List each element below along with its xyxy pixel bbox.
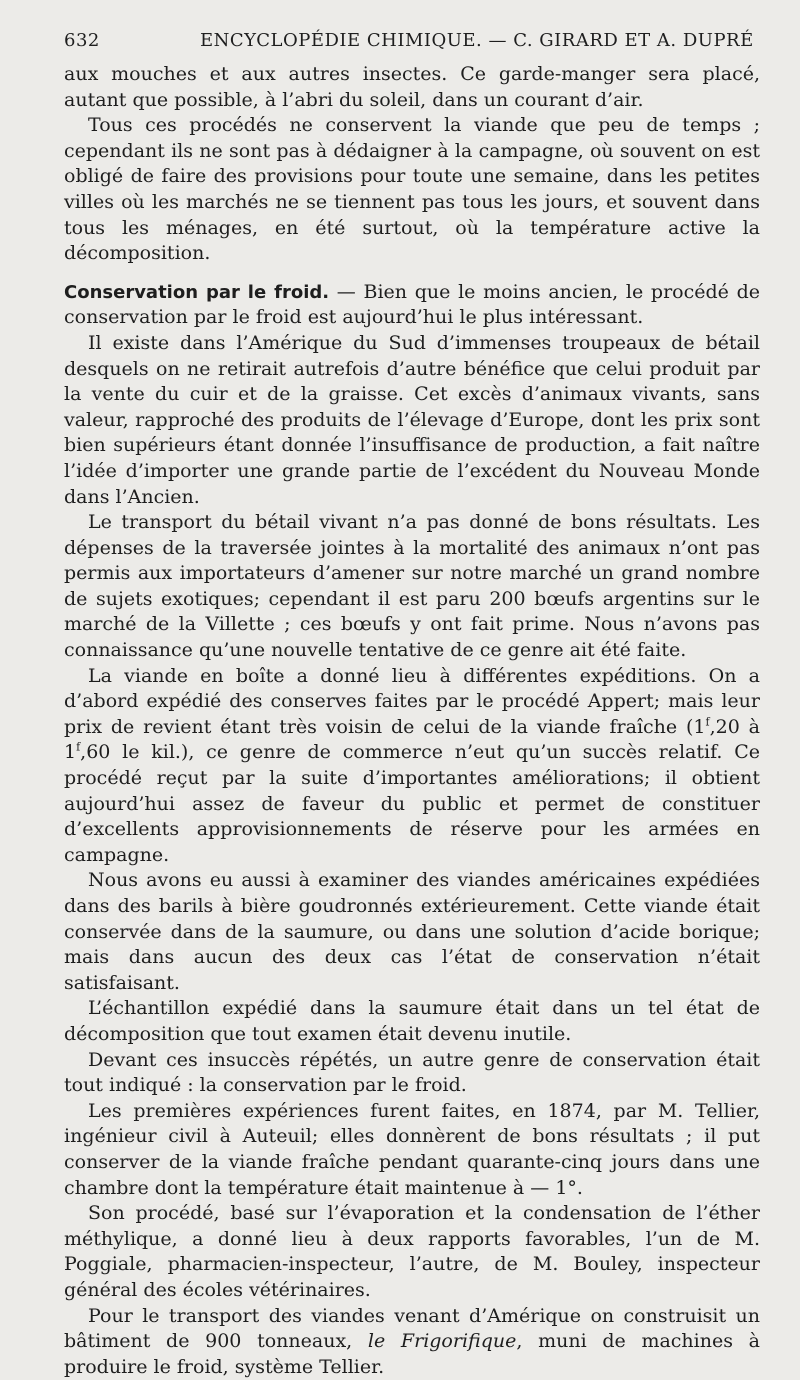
section-heading: Conservation par le froid. (64, 282, 329, 303)
paragraph: Nous avons eu aussi à examiner des viandes américaines expédiées dans des barils à bière goudronnés extérieurement. Cette viande était conservée dans de la saumure, ou dans une solution d’acide borique; mais dans aucun des deux cas l’état de conservation n’était satisfaisant. (64, 868, 760, 996)
paragraph: Il existe dans l’Amérique du Sud d’immenses troupeaux de bétail desquels on ne retirait autrefois d’autre bénéfice que celui produit par la vente du cuir et de la graisse. Cet excès d’animaux vivants, sans valeur, rapproché des produits de l’élevage d’Europe, dont les prix sont bien supérieurs étant donnée l’insuffisance de production, a fait naître l’idée d’importer une grande partie de l’excédent du Nouveau Monde dans l’Ancien. (64, 331, 760, 510)
section-paragraph (64, 280, 760, 331)
text-segment: ,60 le kil.), ce genre de commerce n’eut qu’un succès relatif. Ce procédé reçut par la suite d’importantes améliorations; il obtient aujourd’hui assez de faveur du public et permet de constituer d’excellents approvisionnements de réserve pour les armées en campagne. (64, 741, 760, 865)
paragraph: Tous ces procédés ne conservent la viande que peu de temps ; cependant ils ne sont pas à dédaigner à la campagne, où souvent on est obligé de faire des provisions pour toute une semaine, dans les petites villes où les marchés ne se tiennent pas tous les jours, et souvent dans tous les ménages, en été surtout, où la température active la décomposition. (64, 113, 760, 267)
running-title: ENCYCLOPÉDIE CHIMIQUE. — C. GIRARD ET A. DUPRÉ (200, 30, 754, 51)
body-text (64, 62, 760, 1380)
paragraph (64, 1304, 760, 1380)
text-segment: , muni de machines à produire le froid, système Tellier. (64, 1330, 760, 1378)
paragraph-continued: aux mouches et aux autres insectes. Ce garde-manger sera placé, autant que possible, à l’abri du soleil, dans un courant d’air. (64, 62, 760, 113)
text-segment: La viande en boîte a donné lieu à différentes expéditions. On a d’abord expédié des conserves faites par le procédé Appert; mais leur prix de revient étant très voisin de celui de la viande fraîche (1 (64, 665, 760, 738)
text-segment: Pour le transport des viandes venant d’Amérique on construisit un bâtiment de 900 tonneaux, (64, 1305, 760, 1353)
paragraph: Les premières expériences furent faites, en 1874, par M. Tellier, ingénieur civil à Auteuil; elles donnèrent de bons résultats ; il put conserver de la viande fraîche pendant quarante-cinq jours dans une chambre dont la température était maintenue à — 1°. (64, 1099, 760, 1201)
franc-superscript: f (706, 716, 710, 729)
paragraph: Le transport du bétail vivant n’a pas donné de bons résultats. Les dépenses de la traversée jointes à la mortalité des animaux n’ont pas permis aux importateurs d’amener sur notre marché un grand nombre de sujets exotiques; cependant il est paru 200 bœufs argentins sur le marché de la Villette ; ces bœufs y ont fait prime. Nous n’avons pas connaissance qu’une nouvelle tentative de ce genre ait été faite. (64, 510, 760, 664)
paragraph: Son procédé, basé sur l’évaporation et la condensation de l’éther méthylique, a donné lieu à deux rapports favorables, l’un de M. Poggiale, pharmacien-inspecteur, l’autre, de M. Bouley, inspecteur général des écoles vétérinaires. (64, 1201, 760, 1303)
text-segment: ,20 à 1 (64, 716, 760, 764)
section-intro-text: — Bien que le moins ancien, le procédé de conservation par le froid est aujourd’hui le plus intéressant. (64, 281, 760, 329)
paragraph: Devant ces insuccès répétés, un autre genre de conservation était tout indiqué : la conservation par le froid. (64, 1048, 760, 1099)
franc-superscript: f (76, 741, 80, 754)
paragraph: L’échantillon expédié dans la saumure était dans un tel état de décomposition que tout examen était devenu inutile. (64, 996, 760, 1047)
paragraph (64, 664, 760, 869)
ship-name: le Frigorifique (368, 1330, 516, 1352)
page-number: 632 (64, 30, 100, 51)
